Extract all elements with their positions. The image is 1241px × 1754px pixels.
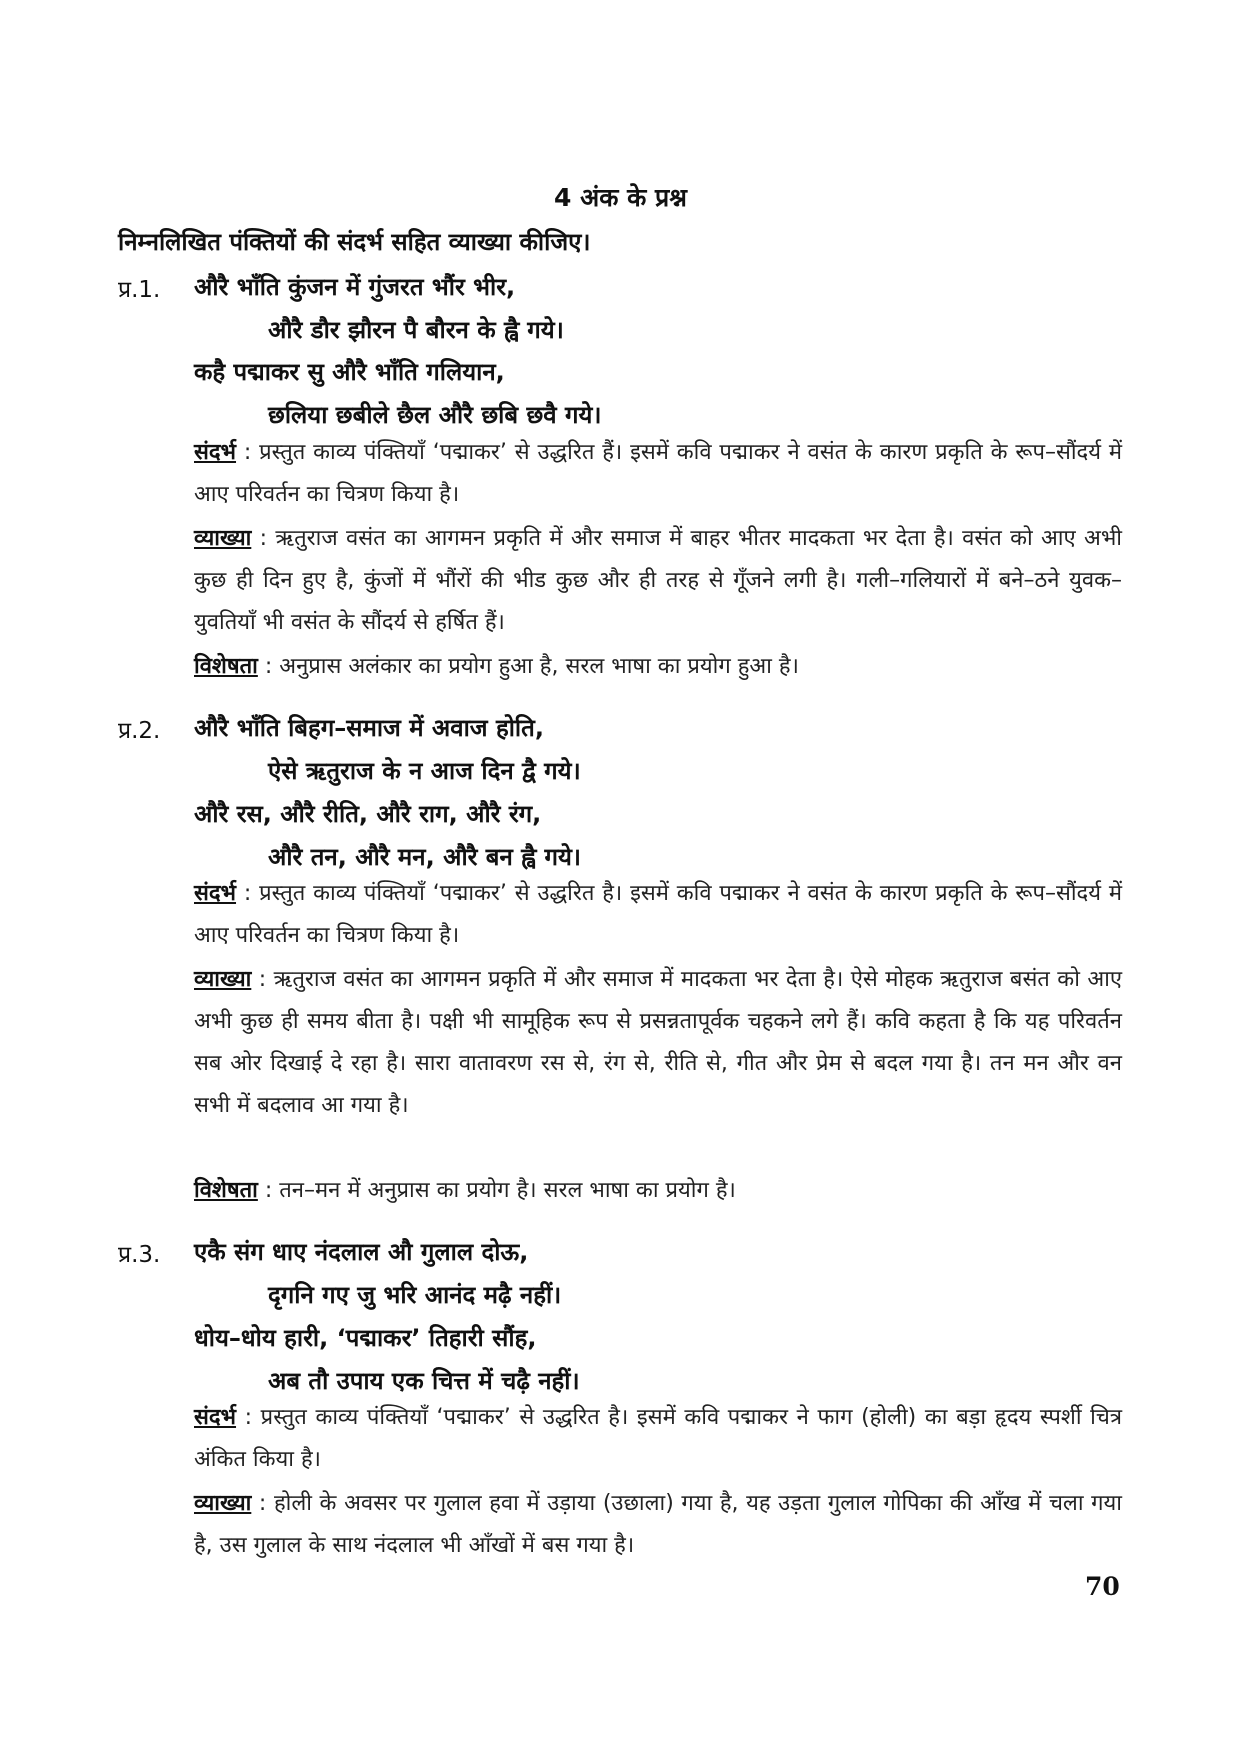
- page-number: 70: [1085, 1572, 1120, 1601]
- visheshta-text: अनुप्रास अलंकार का प्रयोग हुआ है, सरल भाषा का प्रयोग हुआ है।: [279, 654, 799, 679]
- instruction-text: निम्नलिखित पंक्तियों की संदर्भ सहित व्याख्या कीजिए।: [118, 228, 591, 256]
- q1-sandarbh: संदर्भ : प्रस्तुत काव्य पंक्तियाँ ‘पद्माकर’ से उद्धरित हैं। इसमें कवि पद्माकर ने वसंत के कारण प्रकृति के रूप–सौंदर्य में आए परिवर्तन का चित्रण किया है।: [194, 440, 1123, 507]
- q2-verse-line-4: औरै तन, औरै मन, औरै बन ह्वै गये।: [268, 843, 582, 871]
- q1-verse-line-4: छलिया छबीले छैल औरै छबि छवै गये।: [268, 401, 602, 429]
- q1-verse-line-2: औरै डौर झौरन पै बौरन के ह्वै गये।: [268, 316, 564, 344]
- q2-visheshta: विशेषता : तन–मन में अनुप्रास का प्रयोग है। सरल भाषा का प्रयोग है।: [194, 1178, 736, 1203]
- sandarbh-text: प्रस्तुत काव्य पंक्तियाँ ‘पद्माकर’ से उद्धरित हैं। इसमें कवि पद्माकर ने वसंत के कारण प्रकृति के रूप–सौंदर्य में आए परिवर्तन का चित्रण किया है।: [194, 440, 1123, 507]
- q2-vyakhya: व्याख्या : ऋतुराज वसंत का आगमन प्रकृति में और समाज में मादकता भर देता है। ऐसे मोहक ऋतुराज बसंत को आए अभी कुछ ही समय बीता है। पक्षी भी सामूहिक रूप से प्रसन्नतापूर्वक चहकने लगे हैं। कवि कहता है कि यह परिवर्तन सब ओर दिखाई दे रहा है। सारा वातावरण रस से, रंग से, रीति से, गीत और प्रेम से बदल गया है। तन मन और वन सभी में बदलाव आ गया है।: [194, 967, 1123, 1118]
- sandarbh-text: प्रस्तुत काव्य पंक्तियाँ ‘पद्माकर’ से उद्धरित है। इसमें कवि पद्माकर ने वसंत के कारण प्रकृति के रूप–सौंदर्य में आए परिवर्तन का चित्रण किया है।: [194, 881, 1123, 948]
- vyakhya-text: ऋतुराज वसंत का आगमन प्रकृति में और समाज में बाहर भीतर मादकता भर देता है। वसंत को आए अभी कुछ ही दिन हुए है, कुंजों में भौंरों की भीड कुछ और ही तरह से गूँजने लगी है। गली–गलियारों में बने–ठने युवक–युवतियाँ भी वसंत के सौंदर्य से हर्षित हैं।: [194, 526, 1122, 635]
- sandarbh-text: प्रस्तुत काव्य पंक्तियाँ ‘पद्माकर’ से उद्धरित है। इसमें कवि पद्माकर ने फाग (होली) का बड़ा हृदय स्पर्शी चित्र अंकित किया है।: [194, 1405, 1122, 1472]
- visheshta-text: तन–मन में अनुप्रास का प्रयोग है। सरल भाषा का प्रयोग है।: [279, 1178, 736, 1203]
- visheshta-label: विशेषता: [194, 654, 258, 679]
- q2-verse-line-1: औरै भाँति बिहग–समाज में अवाज होति,: [194, 714, 544, 742]
- q2-sandarbh: संदर्भ : प्रस्तुत काव्य पंक्तियाँ ‘पद्माकर’ से उद्धरित है। इसमें कवि पद्माकर ने वसंत के कारण प्रकृति के रूप–सौंदर्य में आए परिवर्तन का चित्रण किया है।: [194, 881, 1123, 948]
- vyakhya-label: व्याख्या: [194, 526, 252, 551]
- q3-verse-line-2: दृगनि गए जु भरि आनंद मढ़ै नहीं।: [268, 1281, 562, 1309]
- question-number-2: प्र.2.: [118, 718, 161, 744]
- sandarbh-label: संदर्भ: [194, 1405, 237, 1430]
- q3-verse-line-3: धोय–धोय हारी, ‘पद्माकर’ तिहारी सौंह,: [194, 1324, 537, 1352]
- section-heading: 4 अंक के प्रश्न: [554, 183, 687, 212]
- q1-verse-line-1: औरै भाँति कुंजन में गुंजरत भौंर भीर,: [194, 273, 516, 301]
- q1-vyakhya: व्याख्या : ऋतुराज वसंत का आगमन प्रकृति में और समाज में बाहर भीतर मादकता भर देता है। वसंत को आए अभी कुछ ही दिन हुए है, कुंजों में भौंरों की भीड कुछ और ही तरह से गूँजने लगी है। गली–गलियारों में बने–ठने युवक–युवतियाँ भी वसंत के सौंदर्य से हर्षित हैं।: [194, 526, 1122, 635]
- q3-vyakhya: व्याख्या : होली के अवसर पर गुलाल हवा में उड़ाया (उछाला) गया है, यह उड़ता गुलाल गोपिका की आँख में चला गया है, उस गुलाल के साथ नंदलाल भी आँखों में बस गया है।: [194, 1491, 1122, 1558]
- question-number-3: प्र.3.: [118, 1242, 161, 1268]
- q1-verse-line-3: कहै पद्माकर सु औरै भाँति गलियान,: [194, 358, 505, 386]
- visheshta-label: विशेषता: [194, 1178, 258, 1203]
- vyakhya-label: व्याख्या: [194, 1491, 252, 1516]
- q2-verse-line-2: ऐसे ऋतुराज के न आज दिन द्वै गये।: [268, 757, 581, 785]
- q3-verse-line-1: एकै संग धाए नंदलाल औ गुलाल दोऊ,: [194, 1238, 529, 1266]
- sandarbh-label: संदर्भ: [194, 440, 237, 465]
- vyakhya-text: ऋतुराज वसंत का आगमन प्रकृति में और समाज में मादकता भर देता है। ऐसे मोहक ऋतुराज बसंत को आए अभी कुछ ही समय बीता है। पक्षी भी सामूहिक रूप से प्रसन्नतापूर्वक चहकने लगे हैं। कवि कहता है कि यह परिवर्तन सब ओर दिखाई दे रहा है। सारा वातावरण रस से, रंग से, रीति से, गीत और प्रेम से बदल गया है। तन मन और वन सभी में बदलाव आ गया है।: [194, 967, 1123, 1118]
- q3-verse-line-4: अब तौ उपाय एक चित्त में चढ़ै नहीं।: [268, 1367, 580, 1395]
- question-number-1: प्र.1.: [118, 277, 161, 303]
- vyakhya-label: व्याख्या: [194, 967, 252, 992]
- q1-visheshta: विशेषता : अनुप्रास अलंकार का प्रयोग हुआ है, सरल भाषा का प्रयोग हुआ है।: [194, 654, 799, 679]
- vyakhya-text: होली के अवसर पर गुलाल हवा में उड़ाया (उछाला) गया है, यह उड़ता गुलाल गोपिका की आँख में चला गया है, उस गुलाल के साथ नंदलाल भी आँखों में बस गया है।: [194, 1491, 1122, 1558]
- q3-sandarbh: संदर्भ : प्रस्तुत काव्य पंक्तियाँ ‘पद्माकर’ से उद्धरित है। इसमें कवि पद्माकर ने फाग (होली) का बड़ा हृदय स्पर्शी चित्र अंकित किया है।: [194, 1405, 1122, 1472]
- sandarbh-label: संदर्भ: [194, 881, 237, 906]
- q2-verse-line-3: औरै रस, औरै रीति, औरै राग, औरै रंग,: [194, 800, 542, 828]
